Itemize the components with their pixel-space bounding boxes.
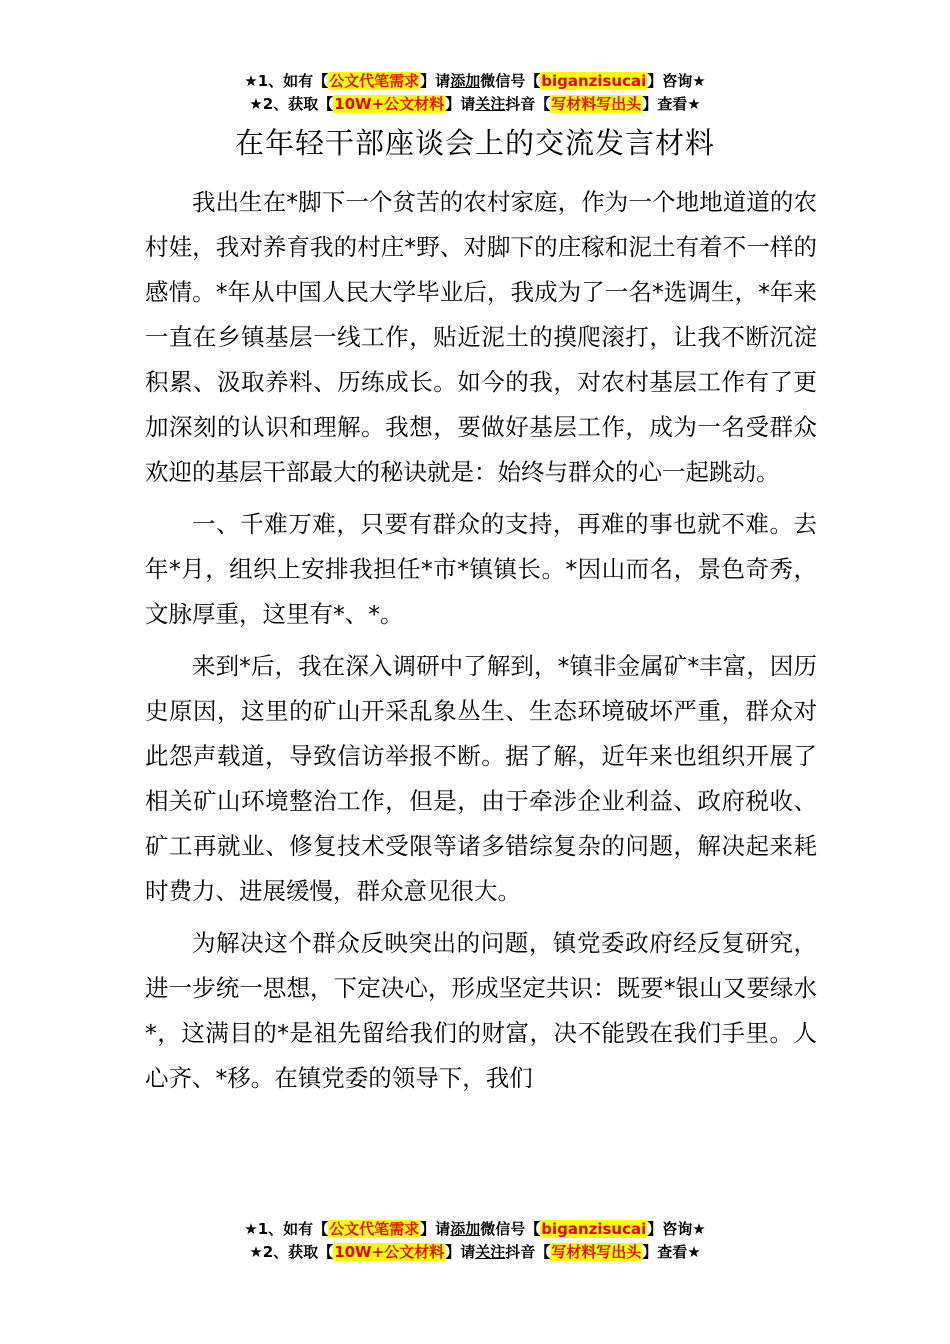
douyin-id-highlight: 写材料写出头: [551, 1243, 642, 1261]
header-line-2: [0, 93, 950, 116]
banner-text: 】查看★: [642, 1243, 701, 1261]
banner-text: 】请: [445, 1243, 476, 1261]
footer-line-2: [0, 1241, 950, 1264]
header-line-1: [0, 70, 950, 93]
footer-line-1: [0, 1218, 950, 1241]
wechat-id-highlight: biganzisucai: [541, 72, 647, 90]
highlight-text: 10W+公文材料: [334, 1243, 445, 1261]
header-banner: [0, 70, 950, 116]
highlight-text: 公文代笔需求: [329, 72, 420, 90]
paragraph-mining-issue: 来到*后，我在深入调研中了解到，*镇非金属矿*丰富，因历史原因，这里的矿山开采乱象丛生、生态环境破坏严重，群众对此怨声载道，导致信访举报不断。据了解，近年来也组织开展了相关矿山环境整治工作，但是，由于牵涉企业利益、政府税收、矿工再就业、修复技术受限等诸多错综复杂的问题，解决起来耗时费力、进展缓慢，群众意见很大。: [145, 652, 817, 905]
wechat-id-highlight: biganzisucai: [541, 1220, 647, 1238]
underlined-text: 添加: [450, 72, 481, 90]
banner-text: ★1、如有【: [244, 72, 329, 90]
banner-text: 】查看★: [642, 95, 701, 113]
banner-text: ★1、如有【: [244, 1220, 329, 1238]
highlight-text: 10W+公文材料: [334, 95, 445, 113]
banner-text: 】咨询★: [647, 1220, 706, 1238]
paragraph-section-1: 一、千难万难，只要有群众的支持，再难的事也就不难。去年*月，组织上安排我担任*市*镇镇长。*因山而名，景色奇秀，文脉厚重，这里有*、*。: [145, 510, 817, 628]
banner-text: 抖音【: [505, 95, 551, 113]
douyin-id-highlight: 写材料写出头: [551, 95, 642, 113]
document-body: [145, 180, 817, 1101]
banner-text: 抖音【: [505, 1243, 551, 1261]
banner-text: 】咨询★: [647, 72, 706, 90]
banner-text: 】请: [420, 1220, 451, 1238]
paragraph-resolution: 为解决这个群众反映突出的问题，镇党委政府经反复研究，进一步统一思想，下定决心，形成坚定共识：既要*银山又要绿水*，这满目的*是祖先留给我们的财富，决不能毁在我们手里。人心齐、*移。在镇党委的领导下，我们: [145, 929, 817, 1092]
footer-banner: [0, 1218, 950, 1264]
banner-text: 】请: [420, 72, 451, 90]
underlined-text: 关注: [475, 95, 506, 113]
underlined-text: 添加: [450, 1220, 481, 1238]
paragraph-intro: 我出生在*脚下一个贫苦的农村家庭，作为一个地地道道的农村娃，我对养育我的村庄*野、对脚下的庄稼和泥土有着不一样的感情。*年从中国人民大学毕业后，我成为了一名*选调生，*年来一直在乡镇基层一线工作，贴近泥土的摸爬滚打，让我不断沉淀积累、汲取养料、历练成长。如今的我，对农村基层工作有了更加深刻的认识和理解。我想，要做好基层工作，成为一名受群众欢迎的基层干部最大的秘诀就是：始终与群众的心一起跳动。: [145, 188, 817, 486]
banner-text: 微信号【: [480, 72, 541, 90]
highlight-text: 公文代笔需求: [329, 1220, 420, 1238]
banner-text: 微信号【: [480, 1220, 541, 1238]
underlined-text: 关注: [475, 1243, 506, 1261]
document-title: 在年轻干部座谈会上的交流发言材料: [234, 126, 715, 160]
banner-text: 】请: [445, 95, 476, 113]
banner-text: ★2、获取【: [249, 95, 334, 113]
banner-text: ★2、获取【: [249, 1243, 334, 1261]
